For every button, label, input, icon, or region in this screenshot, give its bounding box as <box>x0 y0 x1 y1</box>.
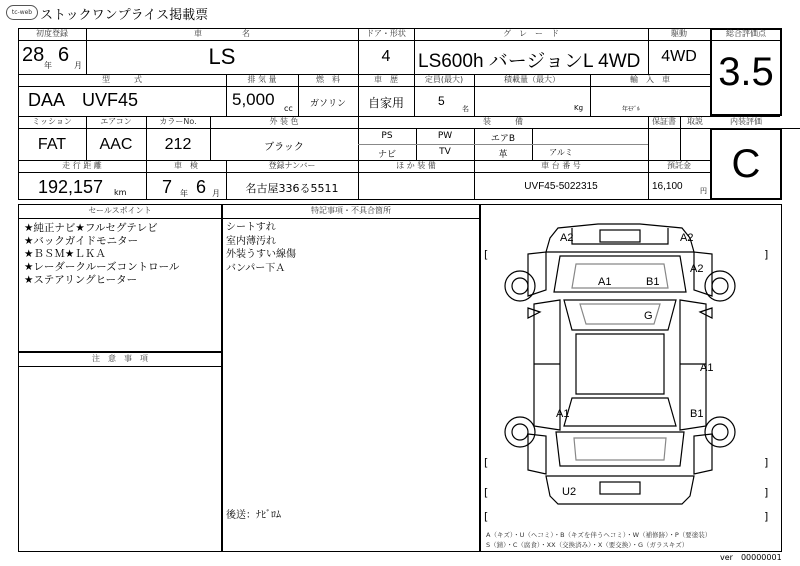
hdr-car-name: 車 名 <box>194 29 250 38</box>
hdr-overall: 総合評価点 <box>726 29 766 38</box>
damage-mark: A1 <box>700 362 714 374</box>
hdr-drive: 駆動 <box>671 29 687 38</box>
drive-value: 4WD <box>661 48 697 65</box>
sales-point-item: ★レーダークルーズコントロール <box>24 261 180 273</box>
first-reg-year: 28 <box>22 44 45 66</box>
doors-value: 4 <box>381 48 391 65</box>
notes-title: 注 意 事 項 <box>92 354 148 363</box>
bracket: ] <box>764 248 769 261</box>
equip-tv: TV <box>439 147 451 157</box>
bracket: ] <box>764 486 769 499</box>
hdr-doors: ドア・形状 <box>366 29 406 38</box>
bracket: [ <box>484 248 489 261</box>
hdr-mission: ミッション <box>32 117 72 126</box>
damage-mark: A1 <box>556 408 570 420</box>
hdr-manual: 取説 <box>687 117 703 126</box>
bracket: ] <box>764 510 769 523</box>
model-prefix: DAA <box>28 90 66 110</box>
sales-point-item: ★バックガイドモニター <box>24 235 139 247</box>
capacity-value: 5 <box>438 94 445 108</box>
damage-mark: A2 <box>680 232 694 244</box>
bracket: [ <box>484 486 489 499</box>
equip-pw: PW <box>437 131 453 141</box>
bracket: ] <box>764 456 769 469</box>
hdr-exterior-color: 外 装 色 <box>269 117 299 126</box>
bracket: [ <box>484 456 489 469</box>
inspection-year: 7 <box>162 177 173 197</box>
grade-value: LS600h バージョンL 4WD <box>418 51 641 72</box>
page-title: ストックワンプライス掲載票 <box>40 8 209 23</box>
damage-legend-line2: S（錆）・C（腐食）・XX（交換済み）・X（要交換）・G（ガラスキズ） <box>486 541 689 549</box>
displacement-value: 5,000 <box>232 90 275 109</box>
hdr-inspection: 車 検 <box>174 161 198 170</box>
damage-mark: A1 <box>598 276 612 288</box>
hdr-chassis: 車 台 番 号 <box>541 161 581 170</box>
damage-mark: U2 <box>562 486 577 498</box>
special-note-item: バンパー下Ａ <box>226 262 286 274</box>
hdr-capacity: 定員(最大) <box>424 75 464 84</box>
special-note-item: 室内薄汚れ <box>226 235 276 247</box>
color-value: ブラック <box>264 142 304 153</box>
fuel-value: ガソリン <box>309 99 346 109</box>
special-notes-title: 特記事項・不具合箇所 <box>311 206 391 215</box>
chassis-value: UVF45-5022315 <box>524 181 598 192</box>
damage-mark: A2 <box>690 263 704 275</box>
hdr-first-reg: 初度登録 <box>36 29 68 38</box>
inspection-month: 6 <box>196 177 207 197</box>
sales-points-title: セールスポイント <box>88 206 152 215</box>
hdr-import: 輸 入 車 <box>630 75 670 84</box>
car-name: LS <box>208 44 236 69</box>
sales-point-item: ★純正ナビ★フルセグテレビ <box>24 222 158 234</box>
version-label: ver 00000001 <box>720 553 782 562</box>
aircon-value: AAC <box>99 136 133 153</box>
overall-score: 3.5 <box>718 50 774 94</box>
damage-mark: B1 <box>690 408 704 420</box>
tc-web-logo: tc-web <box>6 5 38 20</box>
special-note-item: シートすれ <box>226 222 276 233</box>
hdr-mileage: 走 行 距 離 <box>62 161 102 170</box>
history-value: 自家用 <box>367 96 404 110</box>
load-unit: Kg <box>574 104 584 112</box>
damage-legend-line1: A（キズ）・U（ヘコミ）・B（キズを伴うヘコミ）・W（補修跡）・P（要塗装） <box>486 531 712 539</box>
displacement-unit: cc <box>284 104 293 113</box>
special-notes-footer: 後送：ﾅﾋﾞﾛﾑ <box>226 510 281 521</box>
inspection-month-unit: 月 <box>212 189 220 198</box>
hdr-aircon: エアコン <box>100 117 132 126</box>
interior-score: C <box>731 142 761 186</box>
hdr-price: 預託金 <box>667 161 691 170</box>
hdr-load: 積載量（最大） <box>504 75 560 84</box>
hdr-interior: 内装評価 <box>730 117 762 126</box>
hdr-reg-number: 登録ナンバー <box>268 161 316 170</box>
plate-value: 名古屋336る5511 <box>245 182 339 195</box>
sales-point-item: ★ステアリングヒーター <box>24 274 138 286</box>
color-no-value: 212 <box>164 136 192 153</box>
hdr-grade: グ レ ー ド <box>503 29 559 38</box>
special-note-item: 外装うすい線傷 <box>226 249 296 260</box>
hdr-fuel: 燃 料 <box>316 75 340 84</box>
bracket: [ <box>484 510 489 523</box>
hdr-other-equipment: ほ か 装 備 <box>396 161 436 170</box>
damage-mark: G <box>644 310 653 322</box>
equip-airbag: エアB <box>490 134 516 144</box>
model-value: UVF45 <box>82 90 139 110</box>
capacity-unit: 名 <box>462 105 469 113</box>
import-year: 年ﾓﾃﾞﾙ <box>622 106 641 113</box>
first-reg-month: 6 <box>58 44 70 66</box>
hdr-displacement: 排 気 量 <box>247 75 277 84</box>
first-reg-year-unit: 年 <box>44 61 52 70</box>
damage-mark: B1 <box>646 276 660 288</box>
equip-ps: PS <box>381 131 393 141</box>
equip-alloy: アルミ <box>549 148 573 157</box>
equip-leather: 革 <box>498 150 508 160</box>
hdr-equipment: 装 備 <box>483 117 523 126</box>
hdr-history: 車 歴 <box>374 75 398 84</box>
price-value: 16,100 <box>652 181 683 192</box>
damage-mark: A2 <box>560 232 574 244</box>
equip-nav: ナビ <box>377 150 396 160</box>
special-notes-list <box>226 221 296 275</box>
sales-points-list <box>24 222 179 287</box>
notes-box <box>18 352 222 552</box>
first-reg-month-unit: 月 <box>74 61 82 70</box>
car-diagram <box>480 204 782 552</box>
hdr-model: 型 式 <box>102 75 142 84</box>
hdr-warranty: 保証書 <box>652 117 676 126</box>
mission-value: FAT <box>37 136 67 153</box>
price-unit: 円 <box>700 187 707 195</box>
inspection-year-unit: 年 <box>180 189 188 198</box>
mileage-value: 192,157 <box>38 177 104 197</box>
mileage-unit: km <box>114 188 127 197</box>
sales-point-item: ★ＢＳＭ★ＬＫＡ <box>24 248 106 260</box>
hdr-color-no: カラーNo. <box>159 117 197 126</box>
